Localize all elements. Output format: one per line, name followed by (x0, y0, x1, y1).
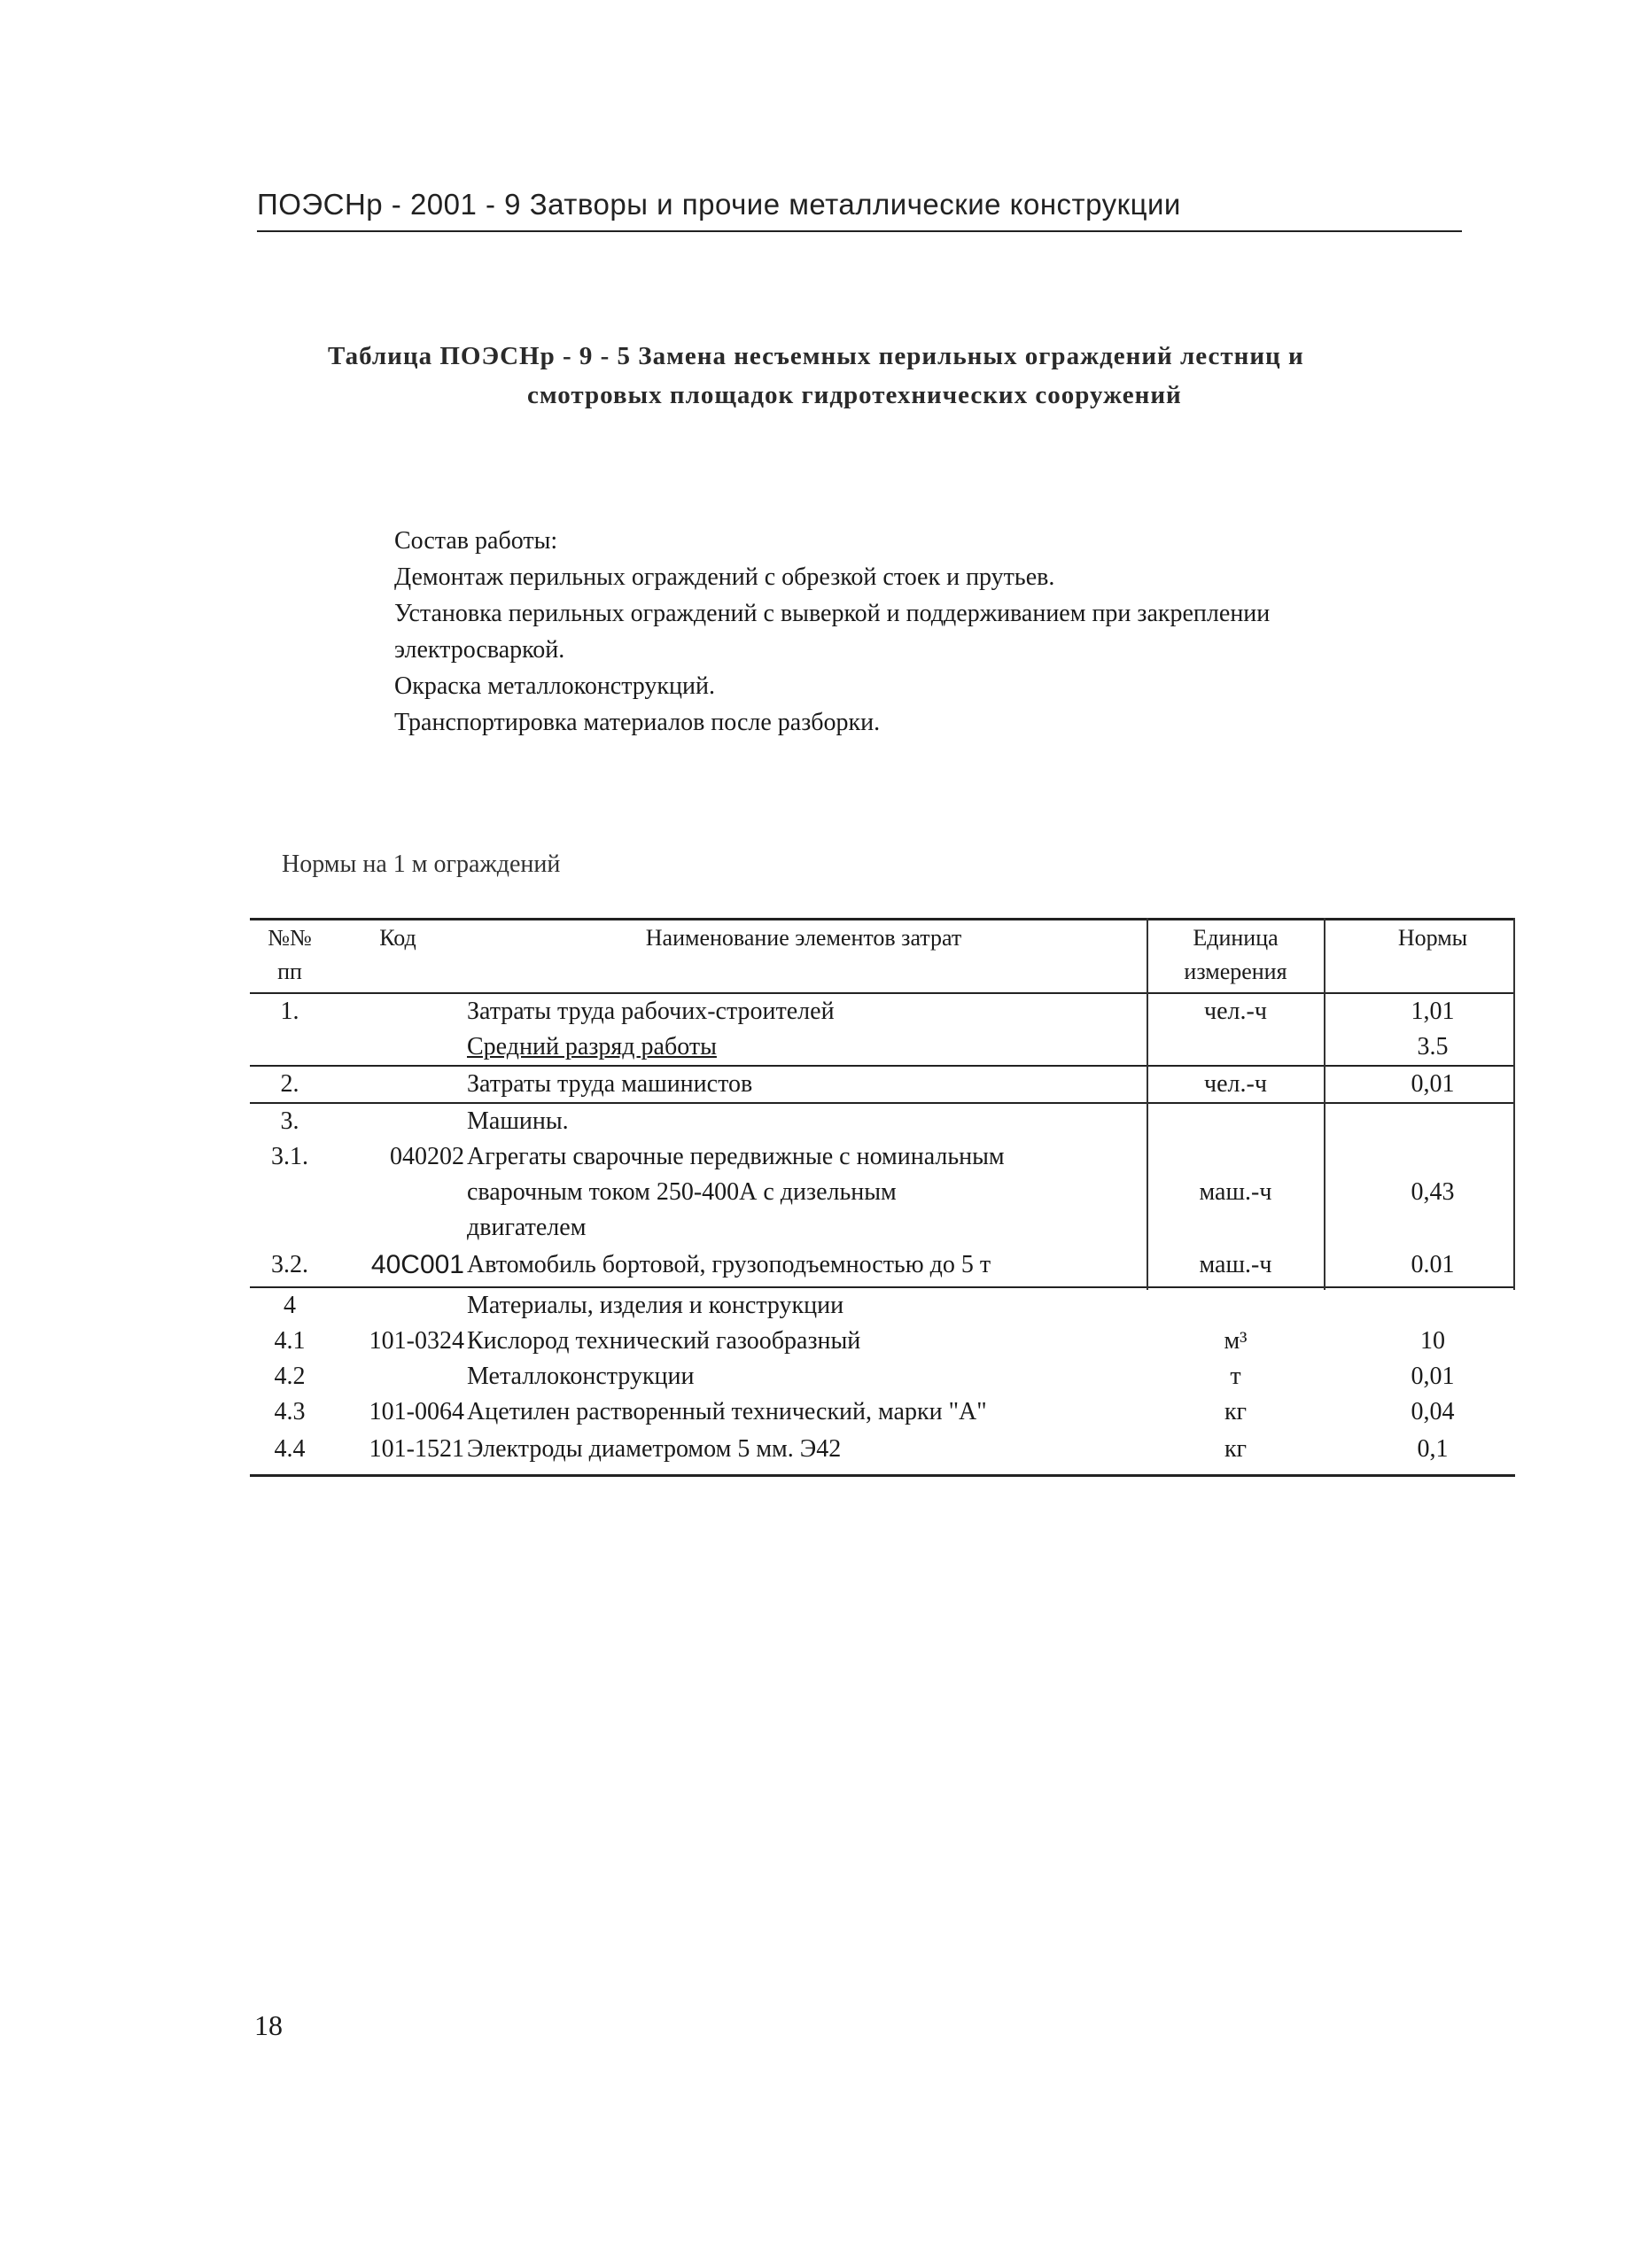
row-unit: чел.-ч (1204, 1070, 1267, 1098)
row-num: 4 (284, 1292, 296, 1319)
row-name: Кислород технический газообразный (467, 1327, 861, 1355)
row-unit: м³ (1224, 1327, 1248, 1355)
header-unit-line2: измерения (1184, 959, 1287, 984)
row-num: 2. (280, 1070, 299, 1098)
header-text: ПОЭСНр - 2001 - 9 Затворы и прочие металлические конструкции (257, 188, 1181, 221)
work-item: Установка перильных ограждений с выверкой и поддерживанием при закреплении (394, 600, 1271, 627)
work-heading: Состав работы: (394, 527, 558, 555)
row-norm: 10 (1420, 1327, 1445, 1355)
table-vrule-unit (1147, 918, 1148, 1290)
header-unit (1149, 921, 1322, 989)
row-unit: т (1230, 1363, 1241, 1390)
row-name: Автомобиль бортовой, грузоподъемностью до 5 т (467, 1251, 991, 1278)
table-vrule-norm (1324, 918, 1325, 1290)
row-name: сварочным током 250-400А с дизельным (467, 1178, 897, 1206)
row-unit: чел.-ч (1204, 998, 1267, 1025)
row-num: 4.1 (274, 1327, 306, 1355)
row-num: 3.1. (271, 1143, 308, 1170)
running-header (257, 188, 1462, 232)
row-norm: 0,43 (1411, 1178, 1455, 1206)
header-name: Наименование элементов затрат (645, 925, 962, 951)
row-unit: маш.-ч (1199, 1251, 1272, 1278)
row-name: Агрегаты сварочные передвижные с номинальным (467, 1143, 1005, 1170)
row-name: Затраты труда машинистов (467, 1070, 753, 1098)
header-unit-line1: Единица (1193, 925, 1279, 951)
row-num: 4.3 (274, 1398, 306, 1425)
row-norm: 3.5 (1417, 1033, 1449, 1060)
work-item: Транспортировка материалов после разборки. (394, 709, 881, 736)
row-name: Затраты труда рабочих-строителей (467, 998, 835, 1025)
header-num (250, 921, 330, 989)
row-unit: кг (1224, 1435, 1248, 1463)
row-norm: 0,04 (1411, 1398, 1455, 1425)
table-title (328, 337, 1480, 415)
row-unit: кг (1224, 1398, 1248, 1425)
norms-label: Нормы на 1 м ограждений (282, 850, 561, 878)
row-name: двигателем (467, 1214, 587, 1241)
row-norm: 1,01 (1411, 998, 1455, 1025)
row-num: 1. (280, 998, 299, 1025)
row-norm: 0,01 (1411, 1070, 1455, 1098)
row-name: Средний разряд работы (467, 1033, 717, 1060)
row-code: 101-1521 (369, 1435, 464, 1463)
table-vrule-right (1513, 918, 1515, 1290)
norms-table (250, 918, 1515, 1478)
row-name: Машины. (467, 1107, 569, 1135)
row-norm: 0,01 (1411, 1363, 1455, 1390)
row-name: Материалы, изделия и конструкции (467, 1292, 844, 1319)
row-num: 4.4 (274, 1435, 306, 1463)
row-norm: 0,1 (1417, 1435, 1449, 1463)
row-code: 40С001 (370, 1250, 464, 1279)
header-num-line2: пп (277, 959, 302, 984)
header-code: Код (379, 925, 416, 951)
table-rule-bottom (250, 1474, 1515, 1477)
row-name: Ацетилен растворенный технический, марки "А" (467, 1398, 987, 1425)
row-num: 3.2. (271, 1251, 308, 1278)
row-name: Металлоконструкции (467, 1363, 695, 1390)
row-num: 3. (280, 1107, 299, 1135)
page-number: 18 (254, 2009, 283, 2041)
title-line-2: смотровых площадок гидротехнических сооружений (527, 381, 1182, 409)
header-norm: Нормы (1397, 925, 1468, 951)
header-num-line1: №№ (268, 925, 312, 951)
work-item: Окраска металлоконструкций. (394, 672, 715, 700)
title-line-1: Таблица ПОЭСНр - 9 - 5 Замена несъемных перильных ограждений лестниц и (328, 342, 1304, 370)
work-composition (394, 523, 1564, 741)
row-unit: маш.-ч (1199, 1178, 1272, 1206)
work-item: электросваркой. (394, 636, 565, 664)
row-code: 101-0324 (369, 1327, 464, 1355)
row-num: 4.2 (274, 1363, 306, 1390)
row-code: 101-0064 (369, 1398, 464, 1425)
work-item: Демонтаж перильных ограждений с обрезкой стоек и прутьев. (394, 563, 1055, 591)
row-name: Электроды диаметромом 5 мм. Э42 (467, 1435, 842, 1463)
row-norm: 0.01 (1411, 1251, 1455, 1278)
row-code: 040202 (390, 1143, 464, 1170)
